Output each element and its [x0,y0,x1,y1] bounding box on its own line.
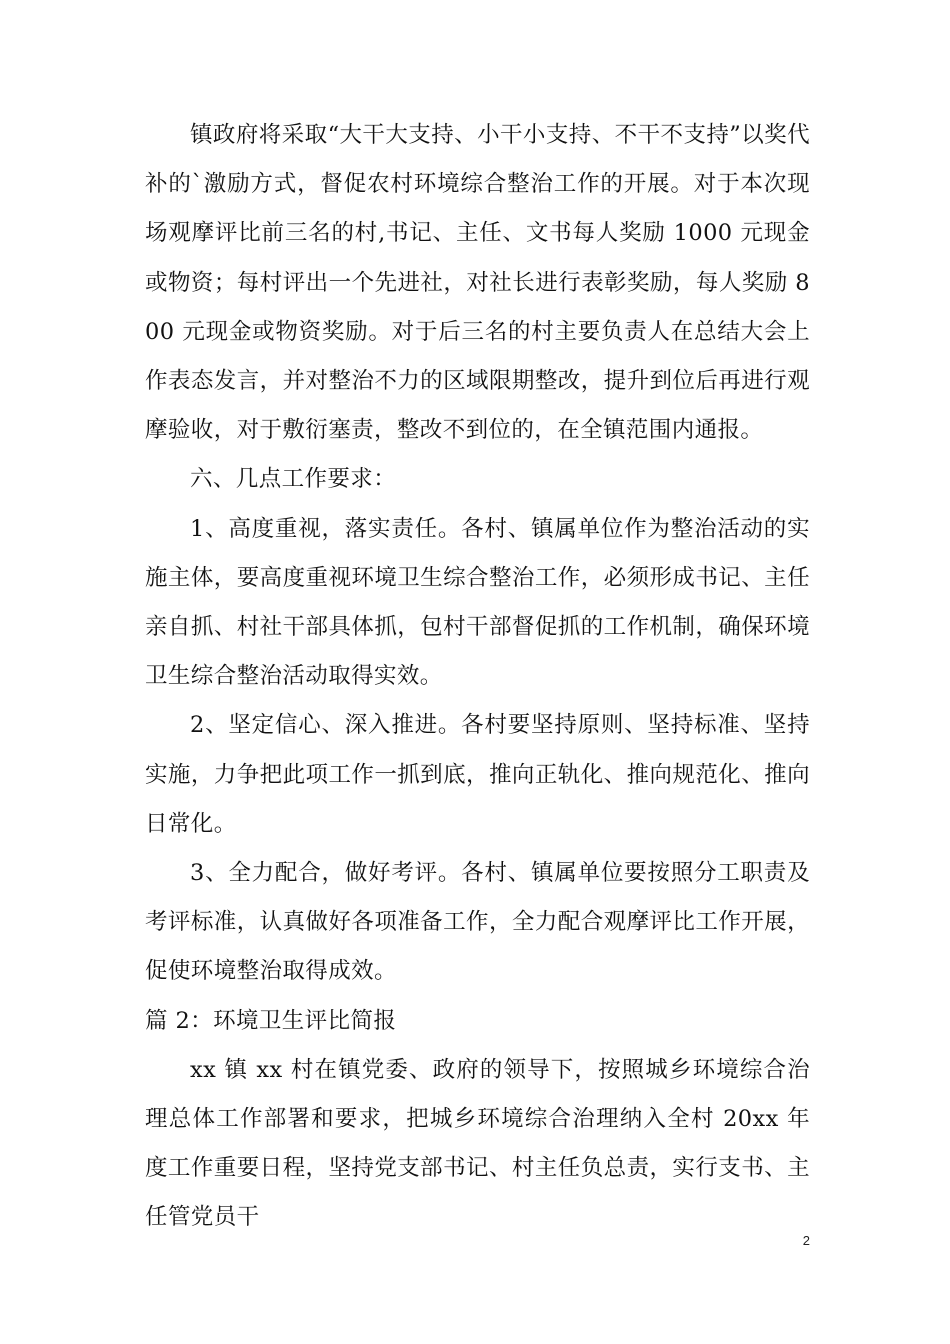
section-heading-work-requirements: 六、几点工作要求： [190,466,397,493]
paragraph-requirement-2: 2、坚定信心、深入推进。各村要坚持原则、坚持标准、坚持实施，力争把此项工作一抓到底，推向正轨化、推向规范化、推向日常化。 [145,712,810,837]
paragraph-requirement-1: 1、高度重视，落实责任。各村、镇属单位作为整治活动的实施主体，要高度重视环境卫生综合整治工作，必须形成书记、主任亲自抓、村社干部具体抓，包村干部督促抓的工作机制，确保环境卫生综合整治活动取得实效。 [145,515,810,690]
document-body [145,111,810,1243]
paragraph-requirement-3: 3、全力配合，做好考评。各村、镇属单位要按照分工职责及考评标准，认真做好各项准备工作，全力配合观摩评比工作开展，促使环境整治取得成效。 [145,860,810,985]
page-number: 2 [802,1233,810,1248]
paragraph-incentive-measures: 镇政府将采取“大干大支持、小干小支持、不干不支持”以奖代补的`激励方式，督促农村环境综合整治工作的开展。对于本次现场观摩评比前三名的村,书记、主任、文书每人奖励 1000 元现金或物资；每村评出一个先进社，对社长进行表彰奖励，每人奖励 800 元现金或物资奖励。对于后三名的村主要负责人在总结大会上作表态发言，并对整治不力的区域限期整改，提升到位后再进行观摩验收，对于敷衍塞责，整改不到位的，在全镇范围内通报。 [145,122,810,444]
article-heading-briefing: 篇 2：环境卫生评比简报 [145,1007,397,1034]
paragraph-briefing-intro: xx 镇 xx 村在镇党委、政府的领导下，按照城乡环境综合治理总体工作部署和要求，把城乡环境综合治理纳入全村 20xx 年度工作重要日程，坚持党支部书记、村主任负总责，实行支书、主任管党员干 [145,1056,810,1231]
